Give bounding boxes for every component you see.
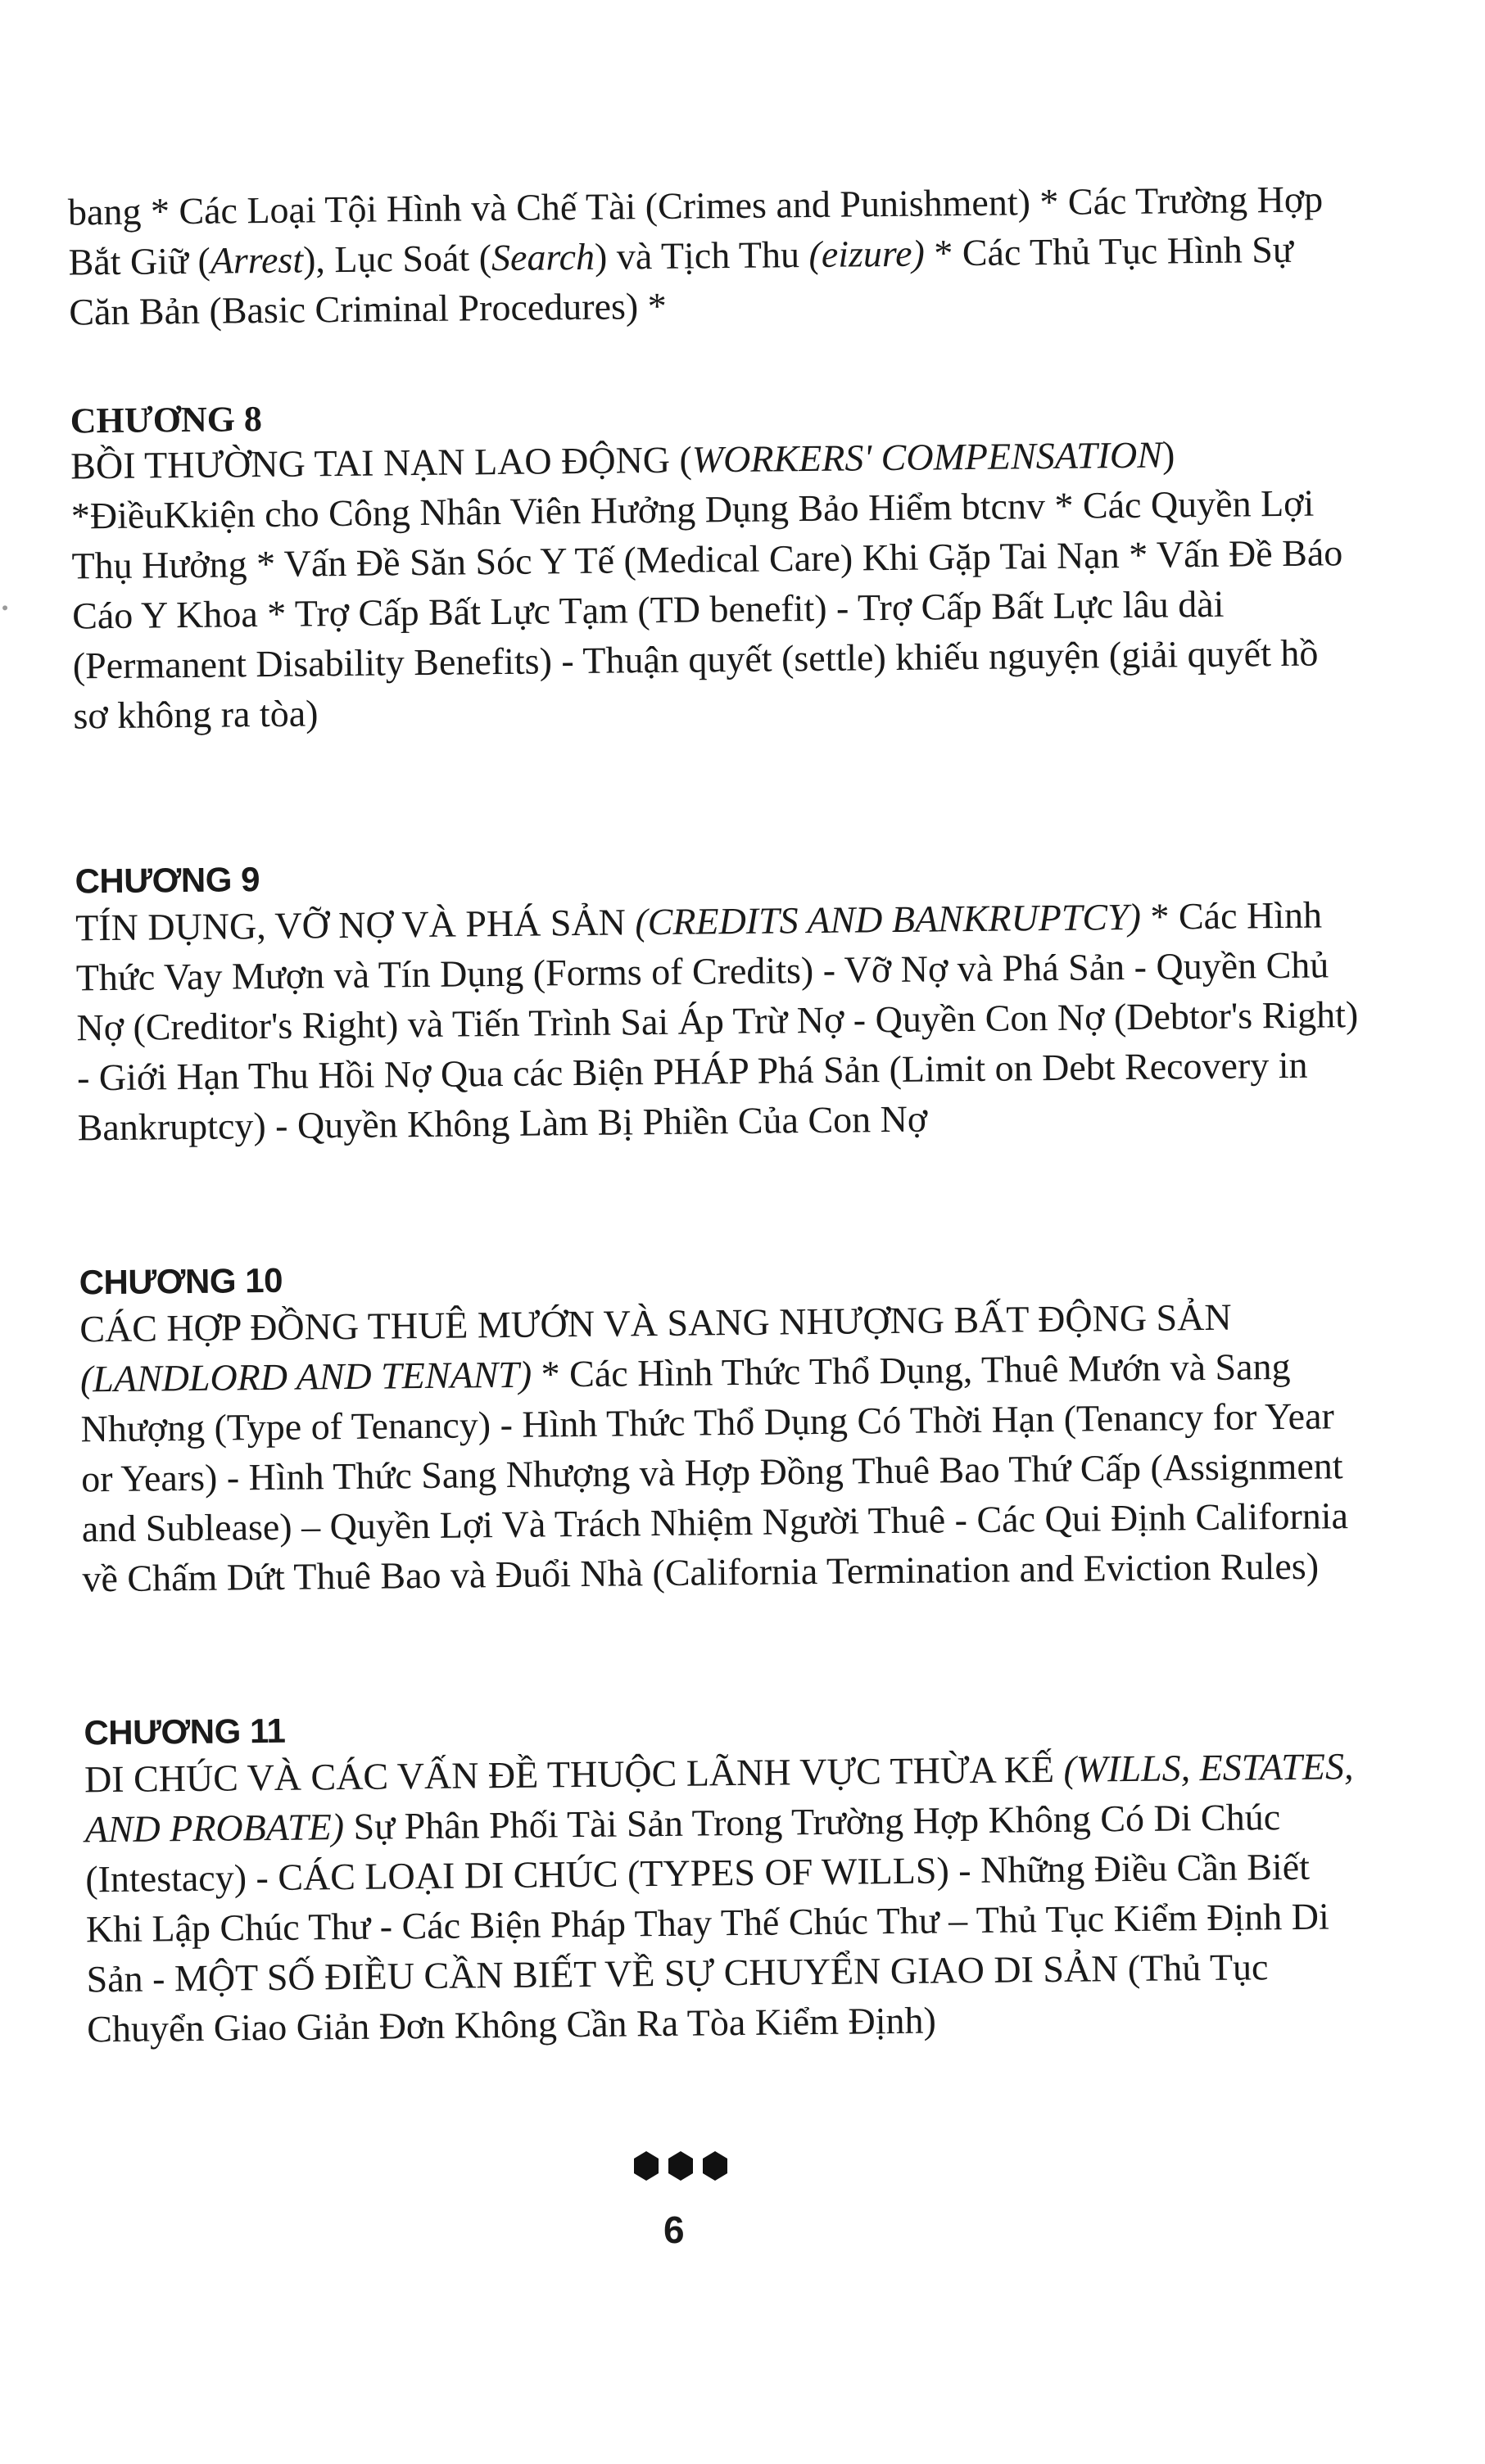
chapter-8-heading: CHƯƠNG 8 (70, 399, 263, 441)
intro-text-2: ), Lục Soát ( (302, 237, 492, 281)
chapter-10-title: CÁC HỢP ĐỒNG THUÊ MƯỚN VÀ SANG NHƯỢNG BẤT ĐỘNG SẢN (79, 1295, 1232, 1350)
chapter-10-title-italic: (LANDLORD AND TENANT) (79, 1353, 532, 1400)
intro-italic-search: Search (491, 235, 595, 279)
scan-speck (2, 605, 7, 610)
ornament-dot-icon (631, 2150, 662, 2181)
chapter-8-title-close: ) (1161, 433, 1175, 476)
chapter-11-heading: CHƯƠNG 11 (84, 1711, 286, 1752)
chapter-9-heading: CHƯƠNG 9 (75, 860, 260, 901)
chapter-10-heading: CHƯƠNG 10 (79, 1260, 283, 1302)
chapter-9-paragraph (75, 889, 1364, 1152)
chapter-11-title: DI CHÚC VÀ CÁC VẤN ĐỀ THUỘC LÃNH VỰC THỪA KẾ (84, 1747, 1064, 1801)
chapter-11-paragraph (84, 1741, 1374, 2054)
three-dots-ornament-icon (631, 2150, 731, 2191)
chapter-8-body: *ĐiềuKkiện cho Công Nhân Viên Hưởng Dụng Bảo Hiểm btcnv * Các Quyền Lợi Thụ Hưởng * Vấn Đề Săn Sóc Y Tế (Medical Care) Khi Gặp Tai Nạn * Vấn Đề Báo Cáo Y Khoa * Trợ Cấp Bất Lực Tạm (TD benefit) - Trợ Cấp Bất Lực lâu dài (Permanent Disability Benefits) - Thuận quyết (settle) khiếu nguyện (giải quyết hồ sơ không ra tòa) (70, 481, 1343, 737)
chapter-10-body: * Các Hình Thức Thổ Dụng, Thuê Mướn và Sang Nhượng (Type of Tenancy) - Hình Thức Thổ Dụng Có Thời Hạn (Tenancy for Year or Years) - Hình Thức Sang Nhượng và Hợp Đồng Thuê Bao Thứ Cấp (Assignment and Sublease) – Quyền Lợi Và Trách Nhiệm Người Thuê - Các Qui Định California về Chấm Dứt Thuê Bao và Đuổi Nhà (California Termination and Eviction Rules) (80, 1345, 1349, 1600)
chapter-9-title-italic: (CREDITS AND BANKRUPTCY) (635, 895, 1142, 943)
intro-italic-arrest: Arrest (210, 238, 304, 282)
intro-paragraph (68, 174, 1356, 337)
intro-text-4: * Các Thủ Tục Hình Sự Căn Bản (Basic Criminal Procedures) * (69, 228, 1294, 333)
ornament-dot-icon (665, 2150, 696, 2181)
page-number: 6 (663, 2209, 685, 2251)
chapter-8-title-italic: WORKERS' COMPENSATION (691, 433, 1163, 481)
chapter-8-title: BỒI THƯỜNG TAI NẠN LAO ĐỘNG ( (70, 438, 693, 487)
chapter-9-body: * Các Hình Thức Vay Mượn và Tín Dụng (Forms of Credits) - Vỡ Nợ và Phá Sản - Quyền Chủ Nợ (Creditor's Right) và Tiến Trình Sai Áp Trừ Nợ - Quyền Con Nợ (Debtor's Right) - Giới Hạn Thu Hồi Nợ Qua các Biện PHÁP Phá Sản (Limit on Debt Recovery in Bankruptcy) - Quyền Không Làm Bị Phiền Của Con Nợ (75, 893, 1359, 1149)
chapter-11-title-italic: (WILLS, ESTATES, AND PROBATE) (84, 1745, 1354, 1851)
intro-italic-seizure: (eizure) (808, 232, 926, 276)
chapter-9-title: TÍN DỤNG, VỠ NỢ VÀ PHÁ SẢN (75, 901, 636, 949)
ornament-dot-icon (699, 2150, 731, 2181)
intro-text-3: ) và Tịch Thu (594, 233, 809, 278)
chapter-11-body: Sự Phân Phối Tài Sản Trong Trường Hợp Không Có Di Chúc (Intestacy) - CÁC LOẠI DI CHÚC (TYPES OF WILLS) - Những Điều Cần Biết Khi Lập Chúc Thư - Các Biện Pháp Thay Thế Chúc Thư – Thủ Tục Kiểm Định Di Sản - MỘT SỐ ĐIỀU CẦN BIẾT VỀ SỰ CHUYỂN GIAO DI SẢN (Thủ Tục Chuyển Giao Giản Đơn Không Cần Ra Tòa Kiểm Định) (85, 1796, 1329, 2050)
intro-text-1: bang * Các Loại Tội Hình và Chế Tài (Crimes and Punishment) * Các Trường Hợp Bắt Giữ ( (67, 178, 1324, 283)
chapter-8-paragraph (70, 427, 1360, 740)
chapter-10-paragraph (79, 1291, 1369, 1603)
